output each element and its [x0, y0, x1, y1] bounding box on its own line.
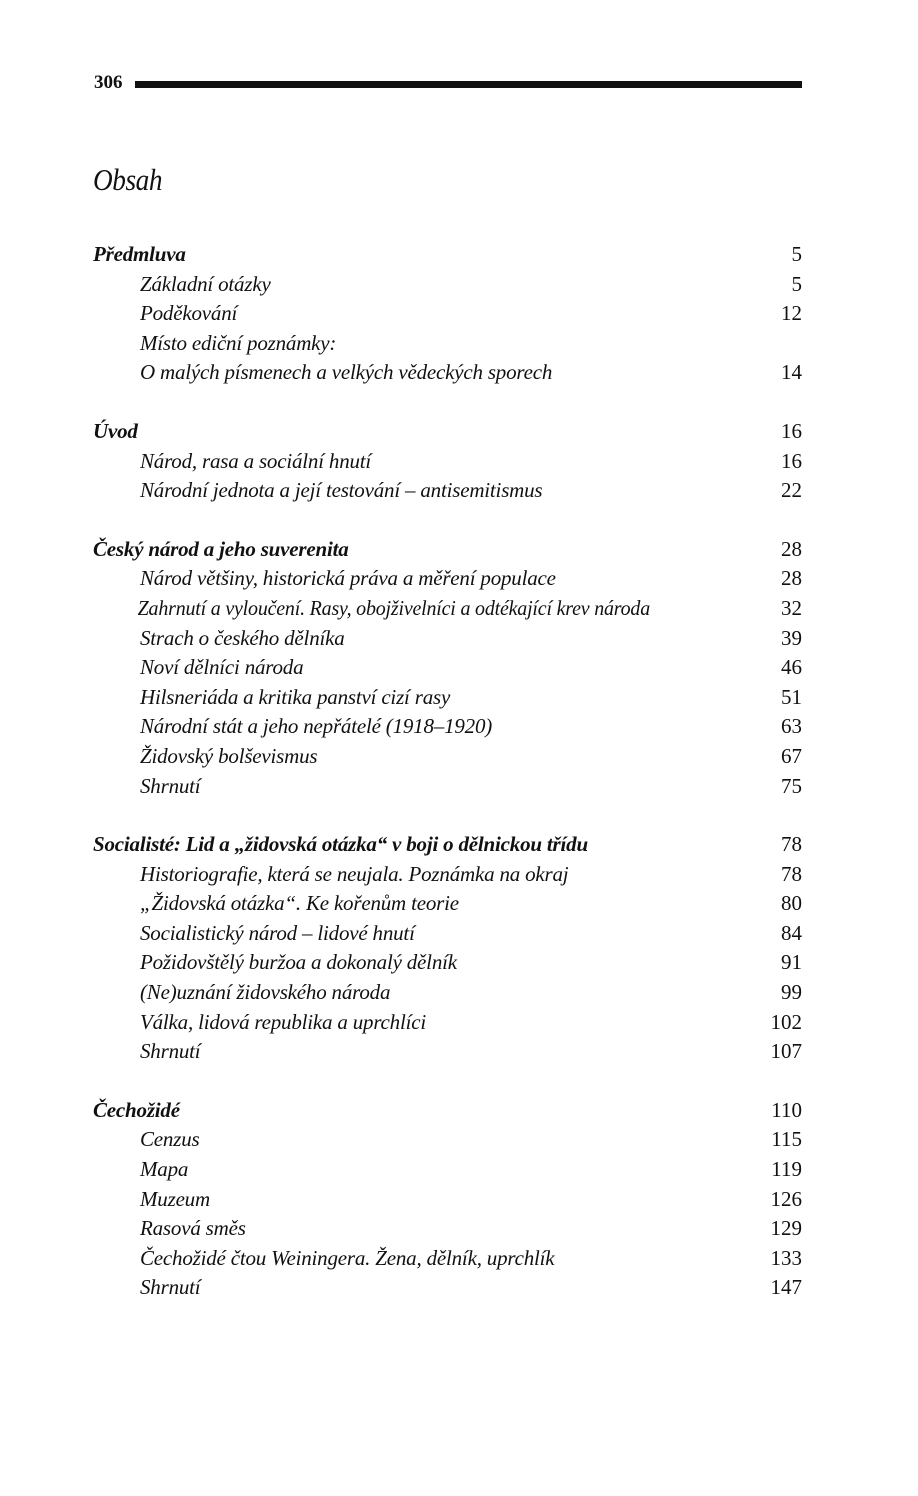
toc-entry-label: Národ, rasa a sociální hnutí [140, 448, 372, 473]
toc-entry[interactable] [93, 712, 802, 742]
toc-entry[interactable] [93, 1244, 802, 1274]
toc-entry-label: Shrnutí [140, 1275, 201, 1300]
toc-page-number: 16 [781, 418, 802, 443]
toc-page-number: 78 [781, 861, 802, 886]
toc-page-number: 22 [781, 478, 802, 503]
toc-entry-label: Místo ediční poznámky: [140, 330, 337, 355]
running-head [94, 70, 802, 96]
toc-entry[interactable] [93, 1037, 802, 1067]
toc-page-number: 14 [781, 360, 802, 385]
toc-entry[interactable] [93, 1273, 802, 1303]
toc-entry[interactable] [93, 772, 802, 802]
toc-entry-label: Národní jednota a její testování – antisemitismus [140, 478, 543, 503]
toc-entry-label: Základní otázky [140, 271, 271, 296]
toc-entry-label: Hilsneriáda a kritika panství cizí rasy [140, 684, 451, 709]
toc-section-title: Čechožidé [93, 1097, 180, 1122]
toc-page-number: 51 [781, 684, 802, 709]
toc-section-title: Český národ a jeho suverenita [93, 536, 349, 561]
toc-entry[interactable] [93, 683, 802, 713]
toc-entry-label: Požidovštělý buržoa a dokonalý dělník [140, 950, 457, 975]
toc-section [93, 1096, 802, 1333]
toc-section-title: Úvod [93, 418, 138, 443]
toc-entry[interactable] [93, 948, 802, 978]
toc-entry-label: Židovský bolševismus [140, 743, 318, 768]
toc-entry-label: Poděkování [140, 301, 238, 326]
toc-entry[interactable] [93, 1303, 802, 1333]
toc-entry[interactable] [93, 1185, 802, 1215]
toc-page-number: 84 [781, 920, 802, 945]
toc-section-heading[interactable] [93, 830, 802, 860]
toc-entry[interactable] [93, 564, 802, 594]
toc-entry[interactable] [93, 1155, 802, 1185]
toc-page-number: 5 [791, 271, 802, 296]
toc-entry[interactable] [93, 270, 802, 300]
toc-page-number: 75 [781, 773, 802, 798]
toc-page-number: 63 [781, 714, 802, 739]
toc-section [93, 830, 802, 1067]
toc-page-number: 133 [770, 1245, 802, 1270]
toc-section-title: Předmluva [93, 242, 186, 266]
toc-page-number: 5 [791, 242, 802, 266]
toc-page-number: 12 [781, 301, 802, 326]
toc-page-number: 28 [781, 536, 802, 561]
toc-section [93, 535, 802, 801]
toc-entry[interactable] [93, 1214, 802, 1244]
toc-page-number: 46 [781, 655, 802, 680]
toc-page-number: 99 [781, 980, 802, 1005]
toc-entry-label: „Židovská otázka“. Ke kořenům teorie [140, 891, 459, 916]
page-number: 306 [94, 72, 123, 93]
toc-entry[interactable] [93, 1008, 802, 1038]
toc-entry-label: Národní stát a jeho nepřátelé (1918–1920) [140, 714, 493, 739]
toc-entry-label: Strach o českého dělníka [140, 625, 345, 650]
toc-entry[interactable] [93, 299, 802, 329]
toc-entry-label: Rasová směs [140, 1216, 246, 1241]
toc-entry[interactable] [93, 919, 802, 949]
page-title: Obsah [93, 162, 163, 197]
toc-entry-label: Zahrnutí a vyloučení. Rasy, obojživelníci a odtékající krev národa [137, 595, 650, 620]
toc-entry[interactable] [93, 447, 802, 477]
toc-entry-label: Shrnutí [140, 1039, 201, 1064]
toc-entry-label: Historiografie, která se neujala. Poznámka na okraj [140, 861, 569, 886]
toc-entry[interactable] [93, 329, 802, 359]
toc-entry-label: Cenzus [140, 1127, 200, 1152]
toc-entry[interactable] [93, 978, 802, 1008]
toc-entry[interactable] [93, 653, 802, 683]
toc-page-number: 78 [781, 832, 802, 857]
toc-section-title: Socialisté: Lid a „židovská otázka“ v boji o dělnickou třídu [93, 832, 588, 857]
toc-page-number: 107 [770, 1039, 802, 1064]
toc-entry[interactable] [93, 889, 802, 919]
toc-section-heading[interactable] [93, 535, 802, 565]
toc-page-number: 39 [781, 625, 802, 650]
toc-entry-label: Válka, lidová republika a uprchlíci [140, 1009, 426, 1034]
toc-page-number: 129 [770, 1216, 802, 1241]
toc-entry-label: Čechožidé čtou Weiningera. Žena, dělník, uprchlík [140, 1245, 555, 1270]
toc-entry[interactable] [93, 860, 802, 890]
toc-entry[interactable] [93, 476, 802, 506]
toc-entry-label: Socialistický národ – lidové hnutí [140, 920, 415, 945]
toc-section-heading[interactable] [93, 240, 802, 270]
toc-entry-label: Národ většiny, historická práva a měření populace [140, 566, 556, 591]
toc-page-number: 91 [781, 950, 802, 975]
toc-page-number: 119 [771, 1157, 802, 1182]
toc-page-number: 110 [771, 1097, 802, 1122]
toc-page-number: 67 [781, 743, 802, 768]
toc-page-number: 80 [781, 891, 802, 916]
toc-entry-label: Mapa [140, 1157, 189, 1182]
toc-entry[interactable] [93, 594, 802, 624]
toc-entry-label: Shrnutí [140, 773, 201, 798]
toc-section [93, 417, 802, 506]
toc-entry[interactable] [93, 624, 802, 654]
toc-page-number: 147 [770, 1275, 802, 1300]
toc-page-number: 102 [770, 1009, 802, 1034]
table-of-contents [93, 240, 802, 1362]
toc-page-number: 32 [781, 595, 802, 620]
toc-page-number: 28 [781, 566, 802, 591]
toc-entry-label: O malých písmenech a velkých vědeckých sporech [140, 360, 553, 385]
toc-page-number: 115 [771, 1127, 802, 1152]
toc-entry-label: Muzeum [140, 1186, 210, 1211]
header-rule [135, 81, 803, 88]
toc-section-heading[interactable] [93, 1096, 802, 1126]
toc-section [93, 240, 802, 388]
toc-entry[interactable] [93, 742, 802, 772]
toc-entry-label: (Ne)uznání židovského národa [140, 980, 391, 1005]
toc-section-heading[interactable] [93, 417, 802, 447]
toc-page-number: 16 [781, 448, 802, 473]
toc-entry[interactable] [93, 358, 802, 388]
toc-page-number: 126 [770, 1186, 802, 1211]
toc-entry-label: Noví dělníci národa [140, 655, 304, 680]
toc-entry[interactable] [93, 1125, 802, 1155]
